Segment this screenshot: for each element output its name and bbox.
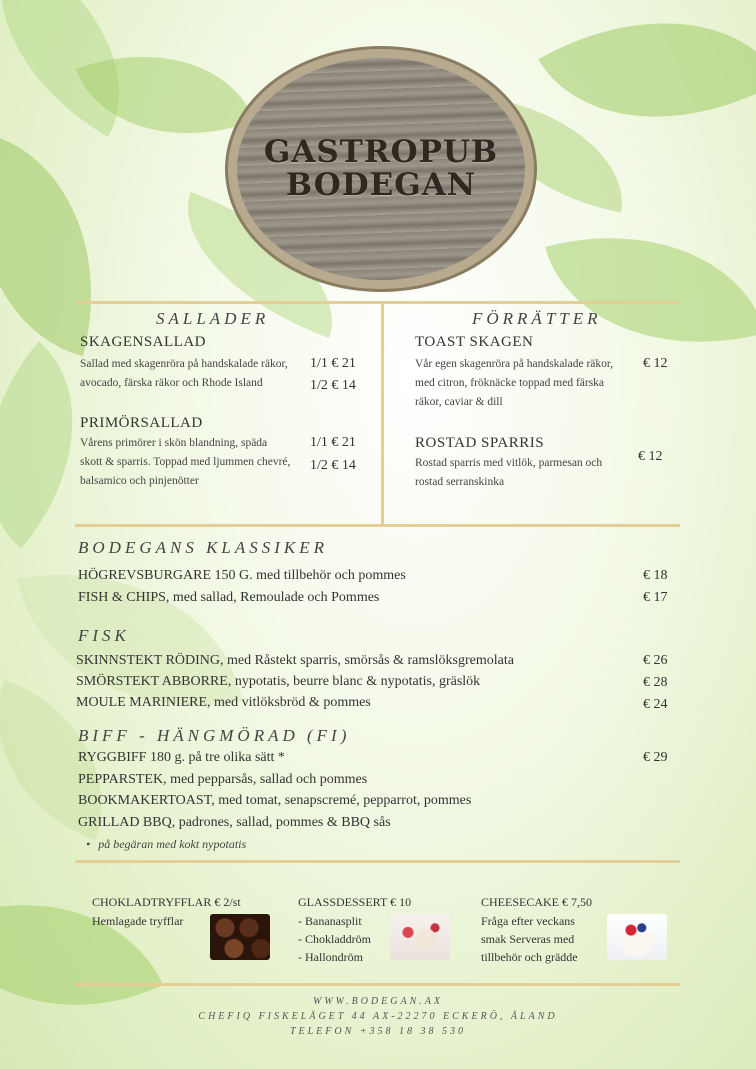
dish-title: PRIMÖRSALLAD <box>80 415 203 431</box>
logo <box>237 58 525 280</box>
dish-description: Vårens primörer i skön blandning, späda skott & sparris. Toppad med ljummen chevré, balsamico och pinjenötter <box>80 437 291 487</box>
menu-row: BOOKMAKERTOAST, med tomat, senapscremé, pepparrot, pommes <box>78 793 472 808</box>
menu-row: GRILLAD BBQ, padrones, sallad, pommes & BBQ sås <box>78 815 391 830</box>
divider <box>75 301 680 304</box>
dish-description: Rostad sparris med vitlök, parmesan och rostad serranskinka <box>415 457 603 488</box>
bullet-icon: • <box>86 837 91 851</box>
dessert-line: - Chokladdröm <box>298 932 371 946</box>
divider <box>75 524 680 527</box>
dessert-line: - Bananasplit <box>298 914 362 928</box>
dessert-title: GLASSDESSERT € 10 <box>298 895 412 909</box>
dessert-title: CHEESECAKE € 7,50 <box>481 895 592 909</box>
menu-row: RYGGBIFF 180 g. på tre olika sätt * <box>78 750 285 765</box>
logo-line1: GASTROPUB <box>263 134 499 171</box>
beef-note <box>86 837 246 852</box>
section-heading-classics: BODEGANS KLASSIKER <box>78 538 329 557</box>
dish-title: SKAGENSALLAD <box>80 334 206 350</box>
menu-row-price: € 26 <box>643 653 668 668</box>
divider <box>75 860 680 863</box>
dessert-title: CHOKLADTRYFFLAR € 2/st <box>92 895 241 909</box>
dish-price: € 12 <box>638 449 663 464</box>
dish-description: Sallad med skagenröra på handskalade räkor, avocado, färska räkor och Rhode Island <box>80 358 288 389</box>
divider-vertical <box>381 301 384 526</box>
dessert-line: smak Serveras med <box>481 932 575 946</box>
menu-row-price: € 28 <box>643 675 668 690</box>
dish-price: 1/1 € 21 <box>310 435 356 450</box>
section-heading-beef: BIFF - HÄNGMÖRAD (FI) <box>78 726 351 745</box>
footer-address: CHEFIQ FISKELÄGET 44 AX-22270 ECKERÖ, ÅLAND <box>198 1011 558 1022</box>
dessert-line: tillbehör och grädde <box>481 950 578 964</box>
menu-row: FISH & CHIPS, med sallad, Remoulade och Pommes <box>78 590 380 605</box>
dish-price: 1/1 € 21 <box>310 356 356 371</box>
menu-row-price: € 24 <box>643 697 668 712</box>
menu-row: SKINNSTEKT RÖDING, med Råstekt sparris, smörsås & ramslöksgremolata <box>76 653 514 668</box>
dish-price: € 12 <box>643 356 668 371</box>
chocolate-truffles-image <box>210 914 270 960</box>
menu-row: MOULE MARINIERE, med vitlöksbröd & pommes <box>76 695 371 710</box>
dish-price: 1/2 € 14 <box>310 458 356 473</box>
section-heading-fish: FISK <box>78 626 130 645</box>
dessert-line: Fråga efter veckans <box>481 914 575 928</box>
section-heading-salads: SALLADER <box>156 309 270 328</box>
cheesecake-image <box>607 914 667 960</box>
menu-row-price: € 29 <box>643 750 668 765</box>
menu-row-price: € 17 <box>643 590 668 605</box>
divider <box>75 983 680 986</box>
menu-row: SMÖRSTEKT ABBORRE, nypotatis, beurre blanc & nypotatis, gräslök <box>76 674 481 689</box>
leaf-decoration <box>0 134 132 356</box>
ice-cream-dessert-image <box>390 914 450 960</box>
menu-row: PEPPARSTEK, med pepparsås, sallad och pommes <box>78 772 368 787</box>
dish-price: 1/2 € 14 <box>310 378 356 393</box>
menu-row: HÖGREVSBURGARE 150 G. med tillbehör och pommes <box>78 568 406 583</box>
footer-phone: TELEFON +358 18 38 530 <box>289 1026 467 1037</box>
footer-website: WWW.BODEGAN.AX <box>313 996 443 1007</box>
menu-row-price: € 18 <box>643 568 668 583</box>
dessert-line: - Hallondröm <box>298 950 363 964</box>
dish-description: Vår egen skagenröra på handskalade räkor, med citron, fröknäcke toppad med färska räkor, caviar & dill <box>415 358 614 408</box>
dish-title: ROSTAD SPARRIS <box>415 435 545 451</box>
section-heading-starters: FÖRRÄTTER <box>472 309 602 328</box>
dish-title: TOAST SKAGEN <box>415 334 534 350</box>
beef-note-text: på begäran med kokt nypotatis <box>98 837 247 851</box>
dessert-line: Hemlagade tryfflar <box>92 914 184 928</box>
logo-line2: BODEGAN <box>285 167 477 203</box>
